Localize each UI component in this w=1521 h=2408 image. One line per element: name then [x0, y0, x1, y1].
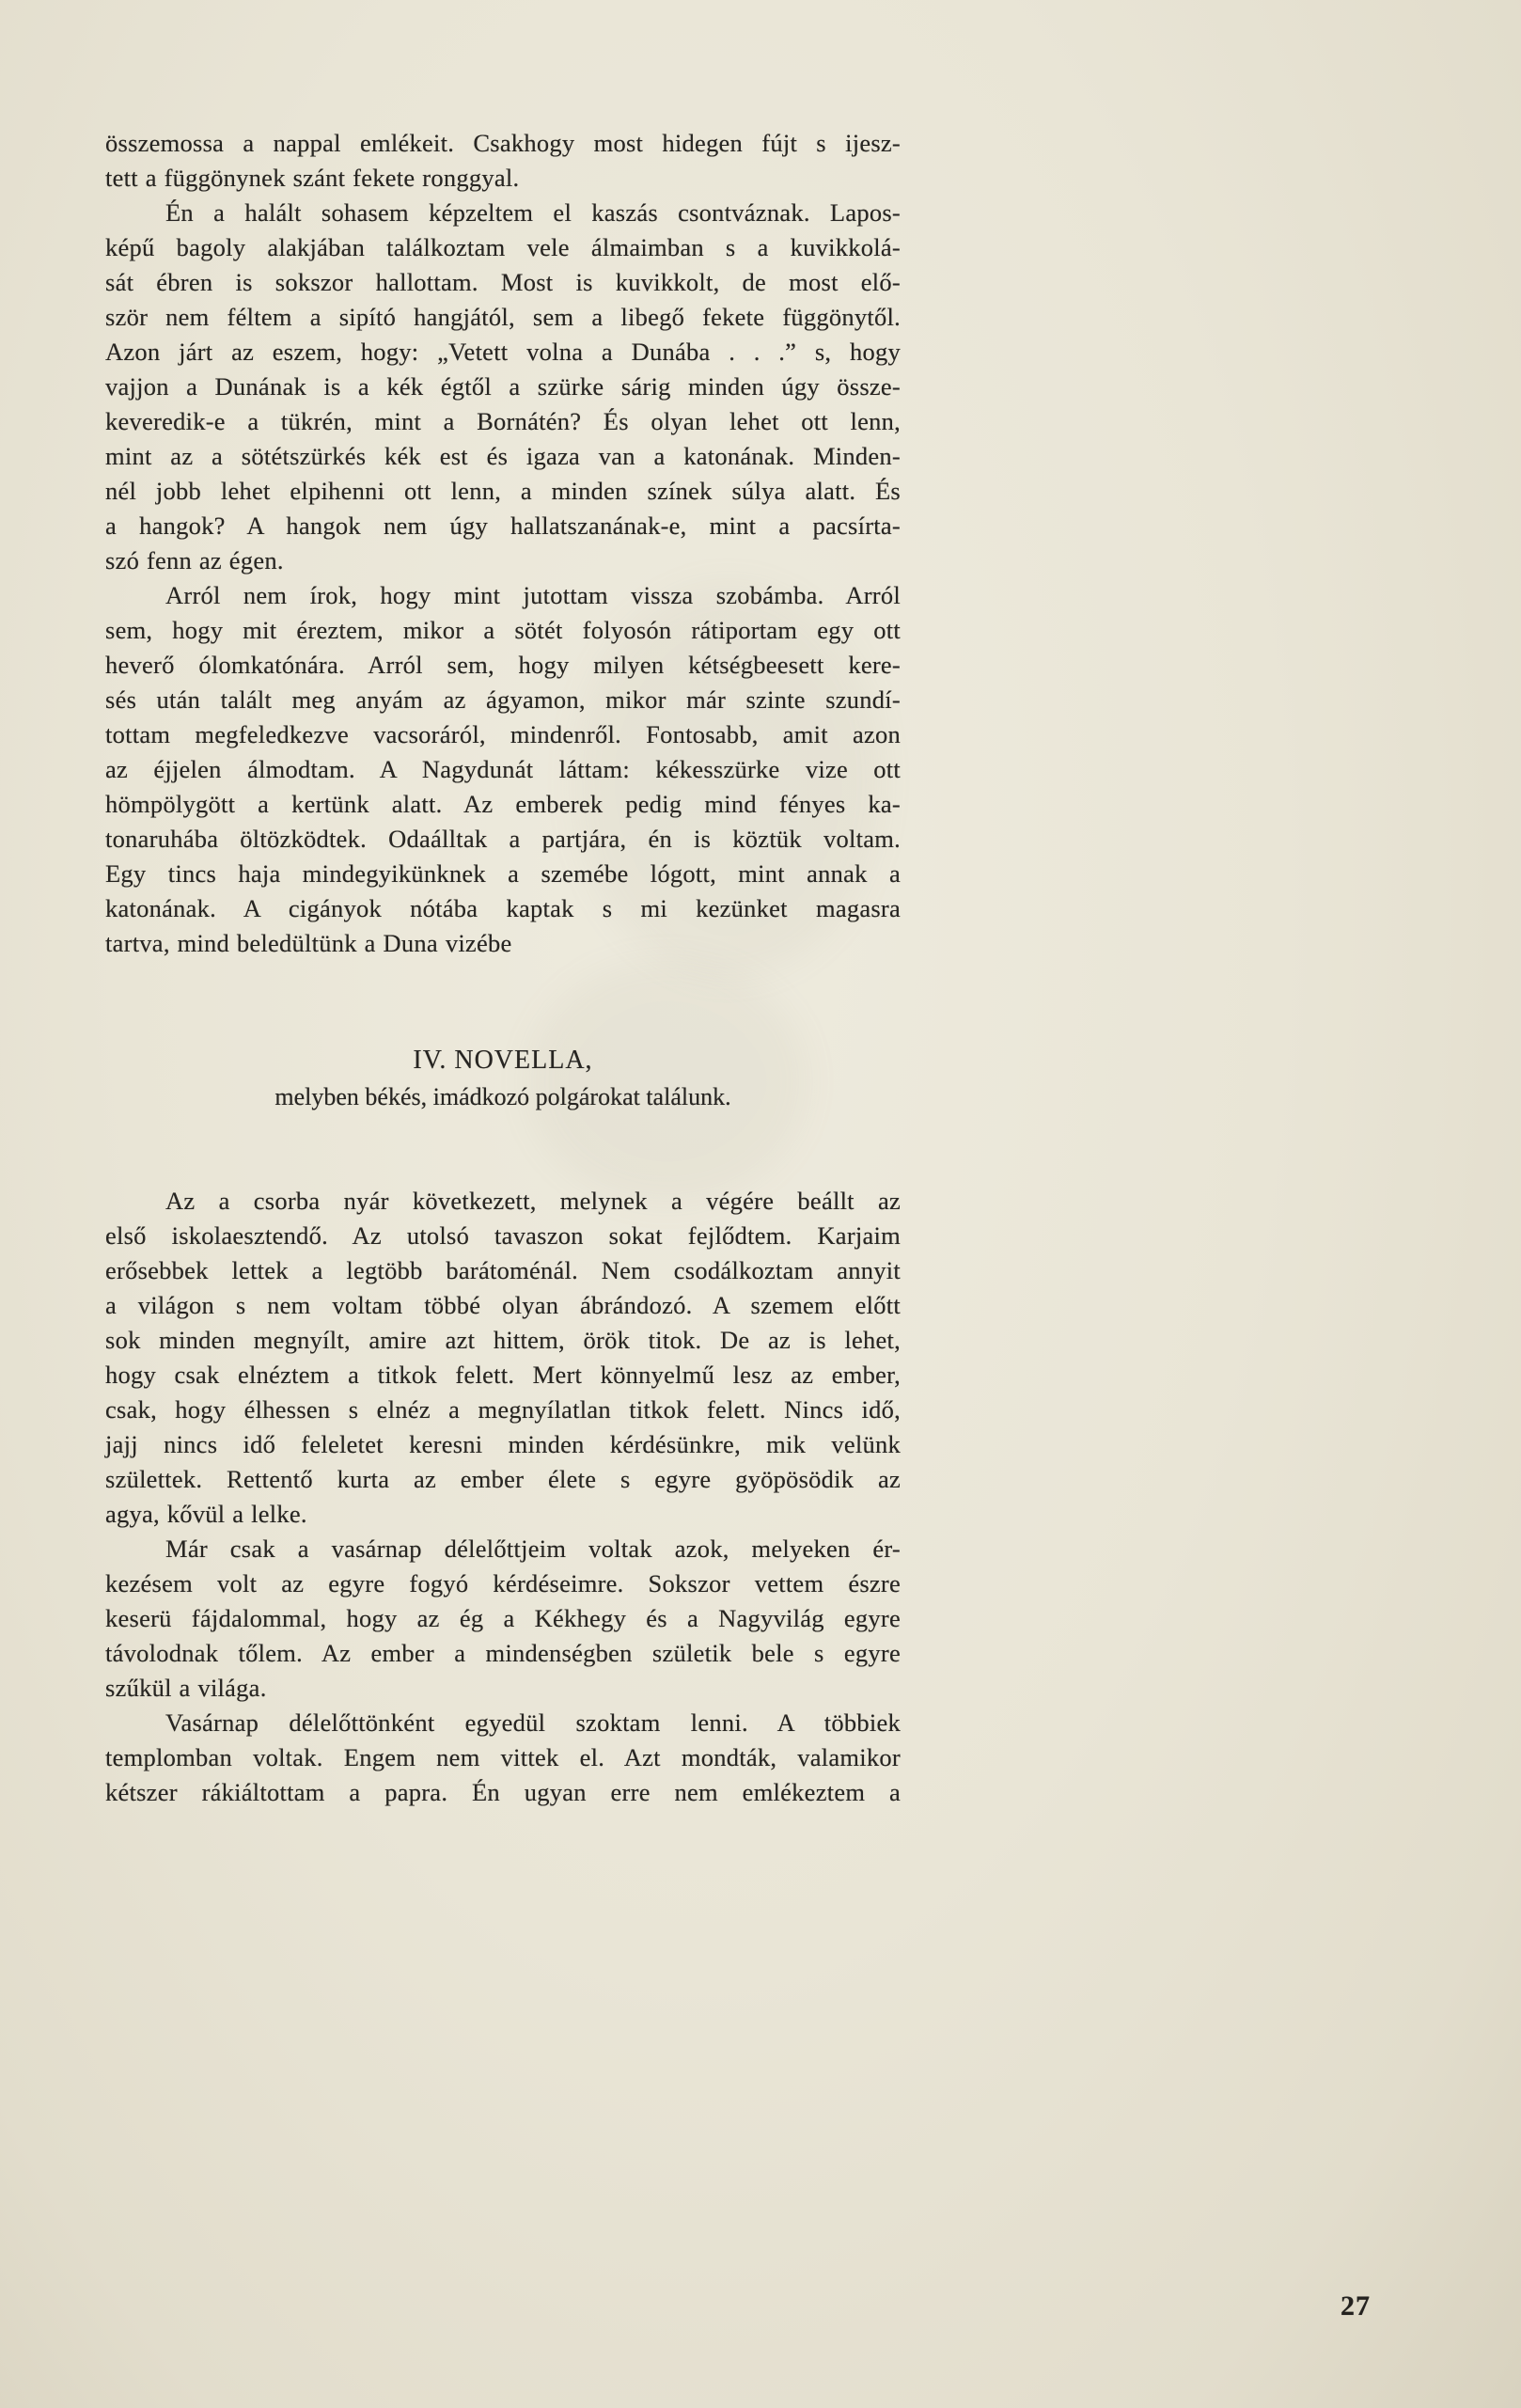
text-line: tottam megfeledkezve vacsoráról, mindenről. Fontosabb, amit azon: [105, 720, 901, 748]
chapter-subtitle: melyben békés, imádkozó polgárokat találunk.: [274, 1083, 731, 1110]
text-line: Azon járt az eszem, hogy: „Vetett volna a Dunába . . .” s, hogy: [105, 338, 901, 366]
paragraph: [105, 1532, 901, 1706]
text-block: [105, 126, 901, 1810]
text-line: keserü fájdalommal, hogy az ég a Kékhegy és a Nagyvilág egyre: [105, 1604, 901, 1632]
text-line: sem, hogy mit éreztem, mikor a sötét folyosón rátiportam egy ott: [105, 616, 901, 644]
text-line: távolodnak tőlem. Az ember a mindenségben születik bele s egyre: [105, 1639, 901, 1667]
text-line: kétszer rákiáltottam a papra. Én ugyan erre nem emlékeztem a: [105, 1778, 901, 1806]
text-line: heverő ólomkatónára. Arról sem, hogy milyen kétségbeesett kere-: [105, 651, 901, 679]
text-line: erősebbek lettek a legtöbb barátoménál. Nem csodálkoztam annyit: [105, 1256, 901, 1284]
chapter-title: IV. NOVELLA,: [413, 1046, 593, 1075]
paragraph-continuation: [105, 126, 901, 196]
text-line: keveredik-e a tükrén, mint a Bornátén? És olyan lehet ott lenn,: [105, 407, 901, 435]
paragraph: [105, 578, 901, 961]
text-line: agya, kővül a lelke.: [105, 1500, 307, 1528]
text-line: az éjjelen álmodtam. A Nagydunát láttam: kékesszürke vize ott: [105, 755, 901, 783]
text-line: Vasárnap délelőttönként egyedül szoktam lenni. A többiek: [165, 1708, 901, 1737]
text-line: első iskolaesztendő. Az utolsó tavaszon sokat fejlődtem. Karjaim: [105, 1221, 901, 1250]
text-line: szó fenn az égen.: [105, 546, 284, 574]
text-line: nél jobb lehet elpihenni ott lenn, a minden színek súlya alatt. És: [105, 477, 901, 505]
text-line: kezésem volt az egyre fogyó kérdéseimre. Sokszor vettem észre: [105, 1569, 901, 1597]
text-line: mint az a sötétszürkés kék est és igaza van a katonának. Minden-: [105, 442, 901, 470]
paragraph: [105, 1184, 901, 1532]
paragraph: [105, 1706, 901, 1810]
text-line: sát ébren is sokszor hallottam. Most is kuvikkolt, de most elő-: [105, 268, 901, 296]
page-number: 27: [1341, 2290, 1371, 2321]
chapter-heading: [105, 1042, 901, 1114]
text-line: tartva, mind beledültünk a Duna vizébe: [105, 929, 512, 957]
text-line: Már csak a vasárnap délelőttjeim voltak azok, melyeken ér-: [165, 1535, 901, 1563]
paragraph: [105, 196, 901, 578]
text-line: jajj nincs idő feleletet keresni minden kérdésünkre, mik velünk: [105, 1430, 901, 1458]
text-line: a hangok? A hangok nem úgy hallatszanának-e, mint a pacsírta-: [105, 512, 901, 540]
text-line: tonaruhába öltözködtek. Odaálltak a partjára, én is köztük voltam.: [105, 825, 901, 853]
text-line: katonának. A cigányok nótába kaptak s mi kezünket magasra: [105, 894, 901, 922]
text-line: templomban voltak. Engem nem vittek el. Azt mondták, valamikor: [105, 1743, 901, 1771]
text-line: sés után talált meg anyám az ágyamon, mikor már szinte szundí-: [105, 685, 901, 714]
text-line: Egy tincs haja mindegyikünknek a szemébe lógott, mint annak a: [105, 859, 901, 888]
text-line: képű bagoly alakjában találkoztam vele álmaimban s a kuvikkolá-: [105, 233, 901, 261]
text-line: sok minden megnyílt, amire azt hittem, örök titok. De az is lehet,: [105, 1326, 901, 1354]
text-line: Arról nem írok, hogy mint jutottam vissza szobámba. Arról: [165, 581, 901, 609]
text-line: a világon s nem voltam többé olyan ábrándozó. A szemem előtt: [105, 1291, 901, 1319]
text-line: Én a halált sohasem képzeltem el kaszás csontváznak. Lapos-: [165, 198, 901, 227]
text-line: tett a függönynek szánt fekete ronggyal.: [105, 164, 520, 192]
text-line: hömpölygött a kertünk alatt. Az emberek pedig mind fényes ka-: [105, 790, 901, 818]
text-line: vajjon a Dunának is a kék égtől a szürke sárig minden úgy össze-: [105, 372, 901, 401]
text-line: összemossa a nappal emlékeit. Csakhogy most hidegen fújt s ijesz-: [105, 129, 901, 157]
text-line: csak, hogy élhessen s elnéz a megnyílatlan titkok felett. Nincs idő,: [105, 1395, 901, 1424]
text-line: szűkül a világa.: [105, 1674, 267, 1702]
text-line: születtek. Rettentő kurta az ember élete s egyre gyöpösödik az: [105, 1465, 901, 1493]
text-line: ször nem féltem a sipító hangjától, sem a libegő fekete függönytől.: [105, 303, 901, 331]
text-line: hogy csak elnéztem a titkok felett. Mert könnyelmű lesz az ember,: [105, 1361, 901, 1389]
text-line: Az a csorba nyár következett, melynek a végére beállt az: [165, 1187, 901, 1215]
